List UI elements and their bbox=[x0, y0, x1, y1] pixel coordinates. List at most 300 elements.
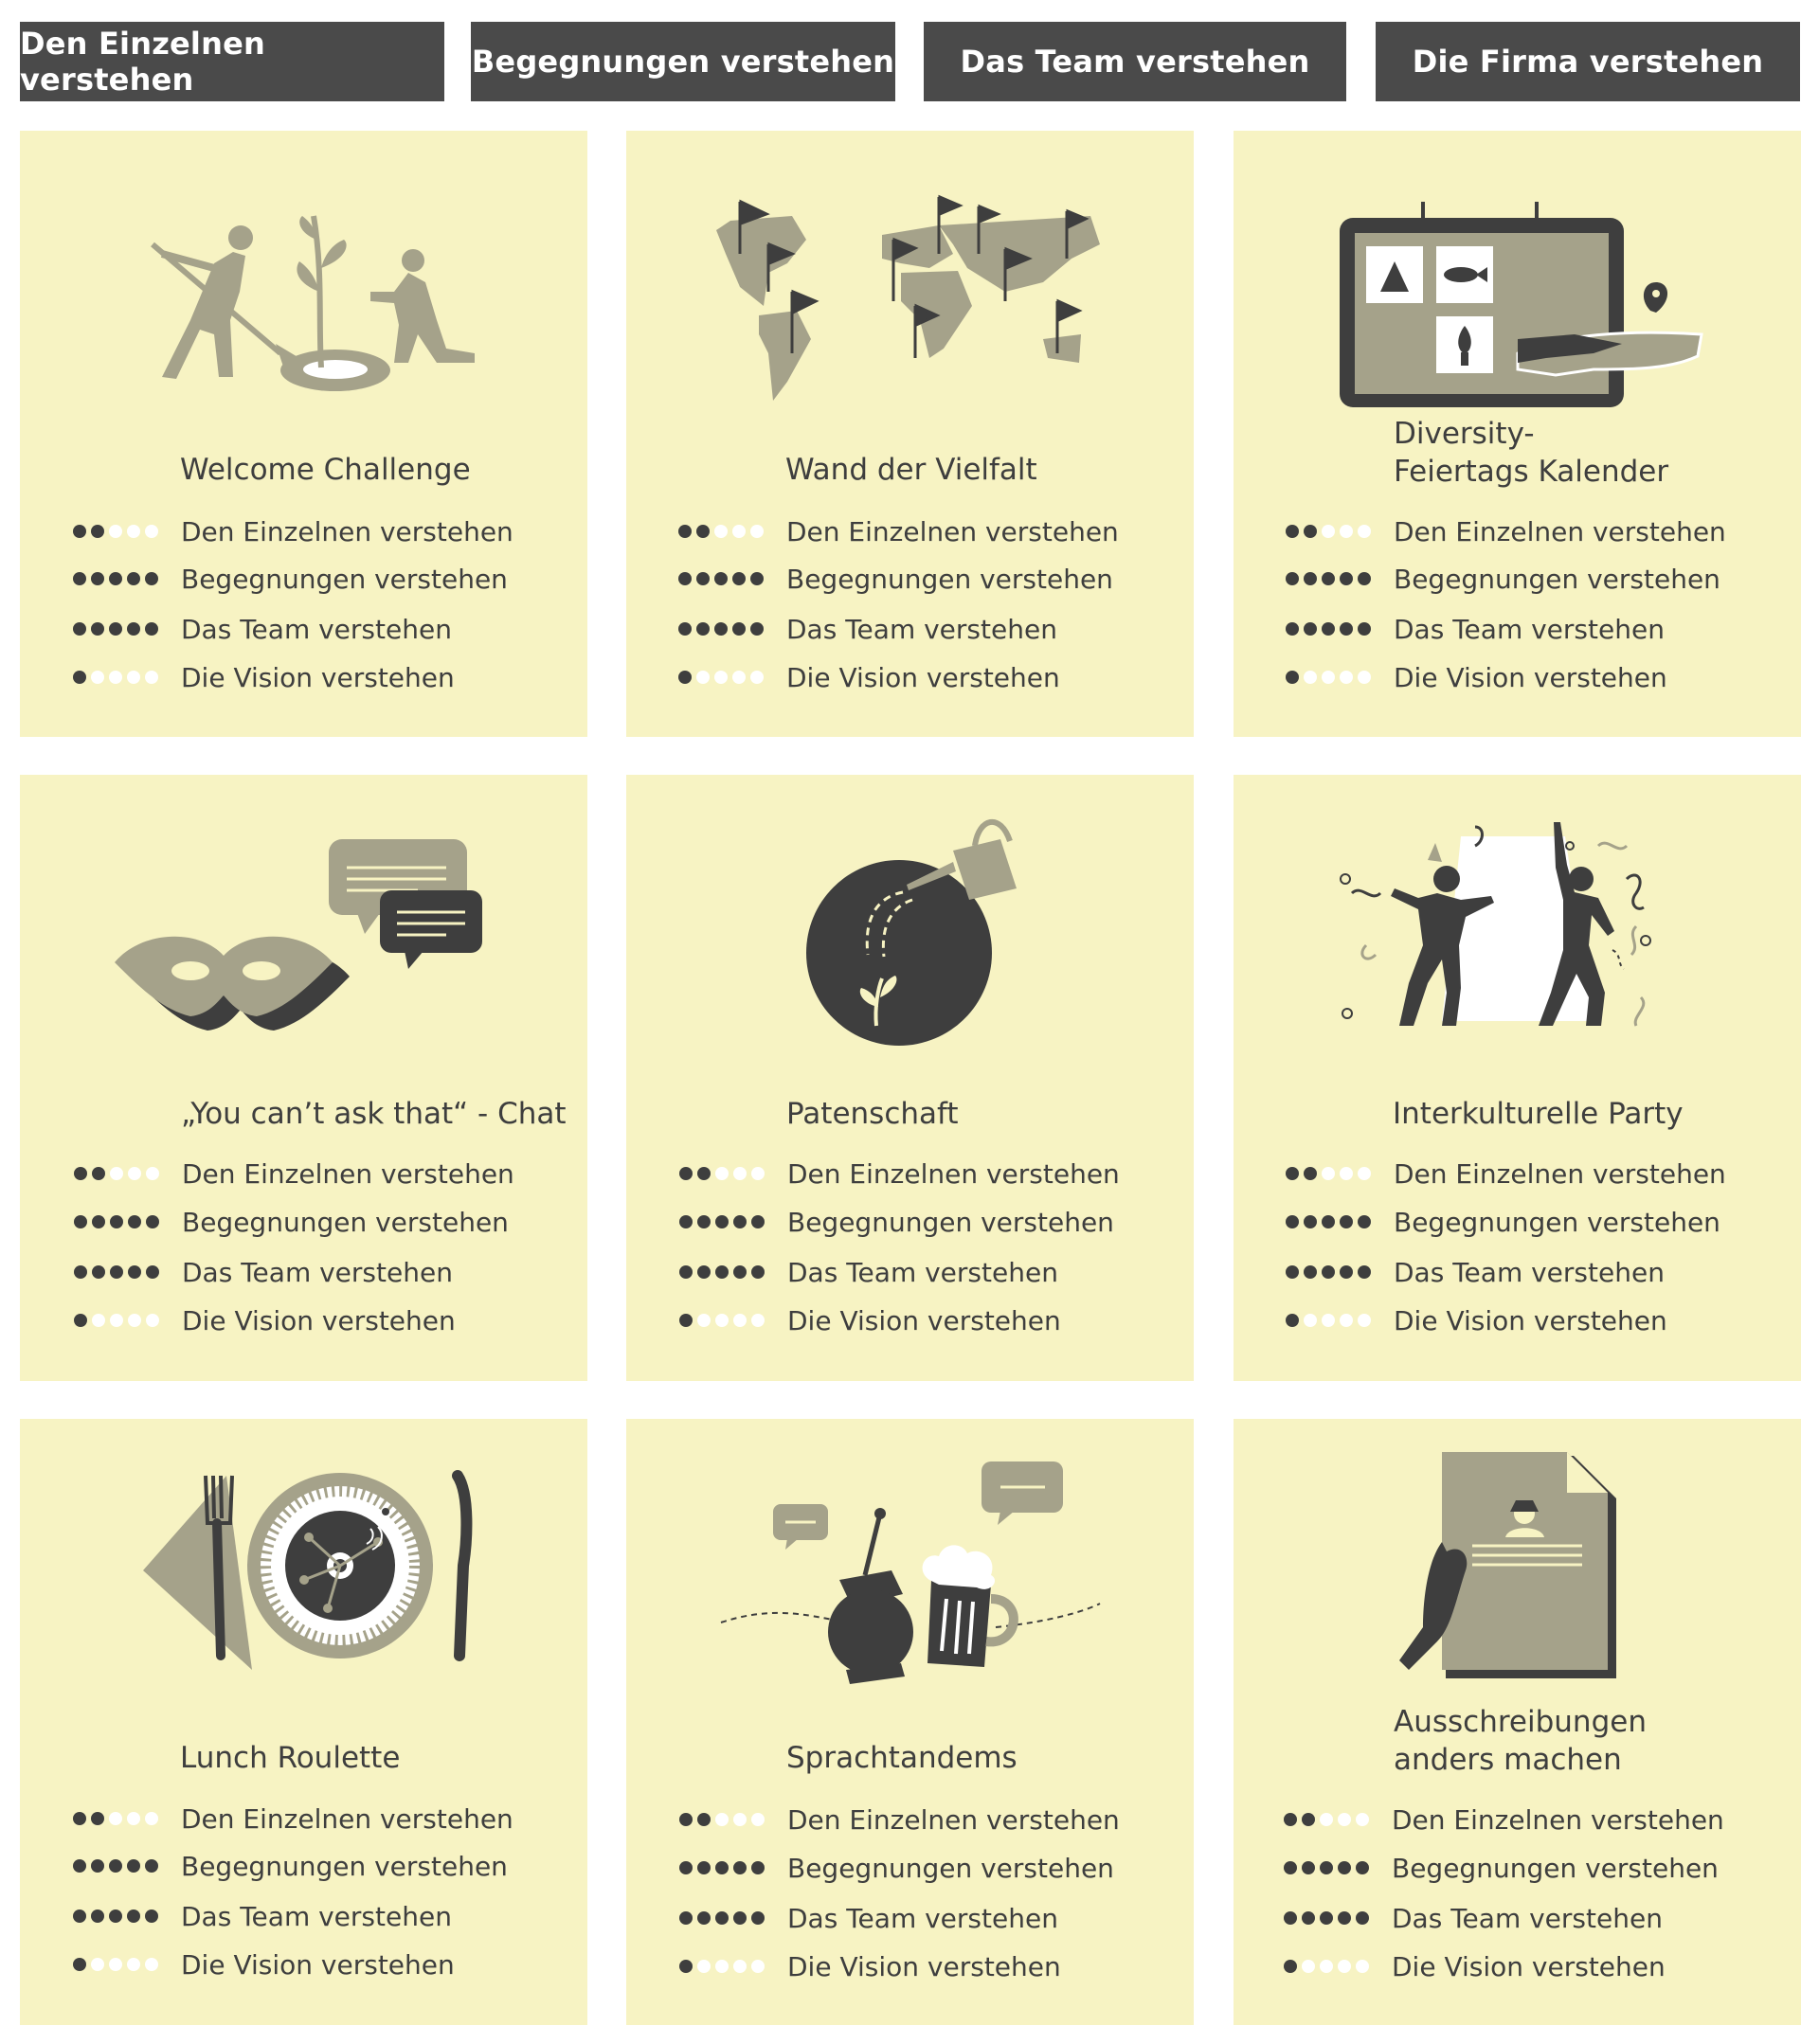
card-lunch-roulette[interactable] bbox=[20, 1419, 587, 2025]
rating-dot bbox=[1358, 671, 1371, 684]
rating-dot bbox=[1304, 1167, 1317, 1180]
metric-label: Die Vision verstehen bbox=[181, 1949, 455, 1981]
rating-dots bbox=[1286, 1314, 1377, 1329]
rating-dot bbox=[74, 1215, 87, 1228]
metric-label: Das Team verstehen bbox=[1394, 1257, 1665, 1288]
rating-dot bbox=[1286, 1265, 1299, 1279]
rating-dots bbox=[1286, 1265, 1377, 1281]
rating-dot bbox=[146, 1215, 159, 1228]
rating-dots bbox=[1286, 525, 1377, 540]
rating-dot bbox=[732, 525, 746, 538]
metric-label: Den Einzelnen verstehen bbox=[787, 1804, 1120, 1836]
rating-dot bbox=[146, 1314, 159, 1327]
metric-label: Begegnungen verstehen bbox=[1394, 1207, 1720, 1238]
rating-dot bbox=[733, 1861, 747, 1874]
rating-dot bbox=[715, 1813, 729, 1826]
metric-row bbox=[1284, 1802, 1776, 1839]
rating-dots bbox=[73, 622, 164, 637]
rating-dot bbox=[750, 525, 764, 538]
metric-row bbox=[73, 1946, 566, 1984]
rating-dot bbox=[1286, 1167, 1299, 1180]
metric-row bbox=[73, 513, 566, 551]
rating-dot bbox=[678, 622, 692, 636]
rating-dot bbox=[145, 1812, 158, 1825]
metric-row bbox=[73, 561, 566, 599]
rating-dot bbox=[1302, 1861, 1315, 1874]
metric-row bbox=[73, 1848, 566, 1886]
rating-dot bbox=[679, 1265, 693, 1279]
rating-dot bbox=[1356, 1861, 1369, 1874]
rating-dot bbox=[1304, 525, 1317, 538]
rating-dot bbox=[1356, 1911, 1369, 1925]
rating-dot bbox=[1340, 1265, 1353, 1279]
mask-chat-icon bbox=[20, 794, 587, 1078]
rating-dots bbox=[73, 572, 164, 587]
metric-label: Den Einzelnen verstehen bbox=[181, 516, 513, 547]
rating-dot bbox=[128, 1215, 141, 1228]
tab-die-firma[interactable] bbox=[1376, 22, 1800, 101]
rating-dot bbox=[733, 1215, 747, 1228]
metric-row bbox=[74, 1254, 567, 1292]
rating-dots bbox=[73, 1859, 164, 1874]
metric-row bbox=[1286, 561, 1778, 599]
tab-label: Die Firma verstehen bbox=[1412, 44, 1764, 80]
rating-dots bbox=[1286, 1215, 1377, 1230]
rating-dot bbox=[1302, 1911, 1315, 1925]
rating-dot bbox=[127, 1859, 140, 1873]
metric-label: Den Einzelnen verstehen bbox=[787, 1158, 1120, 1190]
metric-label: Das Team verstehen bbox=[1392, 1903, 1663, 1934]
metric-row bbox=[1286, 611, 1778, 649]
rating-dots bbox=[679, 1314, 770, 1329]
card-patenschaft[interactable] bbox=[626, 775, 1194, 1381]
metric-row bbox=[1286, 1156, 1778, 1193]
rating-dot bbox=[145, 622, 158, 636]
rating-dot bbox=[91, 622, 104, 636]
rating-dot bbox=[1338, 1813, 1351, 1826]
metric-row bbox=[679, 1302, 1172, 1340]
rating-dot bbox=[1304, 1265, 1317, 1279]
rating-dot bbox=[1304, 1314, 1317, 1327]
rating-dots bbox=[74, 1265, 165, 1281]
rating-dot bbox=[1320, 1911, 1333, 1925]
metric-label: Das Team verstehen bbox=[181, 1901, 452, 1932]
rating-dot bbox=[751, 1167, 765, 1180]
rating-dot bbox=[1340, 1167, 1353, 1180]
card-welcome-challenge[interactable] bbox=[20, 131, 587, 737]
rating-dot bbox=[751, 1813, 765, 1826]
rating-dots bbox=[678, 525, 769, 540]
metric-label: Begegnungen verstehen bbox=[786, 564, 1113, 595]
rating-dot bbox=[750, 572, 764, 585]
rating-dot bbox=[73, 1958, 86, 1971]
rating-dot bbox=[751, 1861, 765, 1874]
rating-dot bbox=[697, 1960, 711, 1973]
metric-row bbox=[679, 1948, 1172, 1986]
metric-row bbox=[679, 1900, 1172, 1938]
metric-label: Begegnungen verstehen bbox=[181, 1851, 508, 1882]
rating-dot bbox=[74, 1314, 87, 1327]
rating-dot bbox=[1284, 1813, 1297, 1826]
rating-dot bbox=[1340, 671, 1353, 684]
rating-dot bbox=[110, 1215, 123, 1228]
rating-dots bbox=[73, 1812, 164, 1827]
rating-dot bbox=[73, 572, 86, 585]
tab-label: Das Team verstehen bbox=[960, 44, 1310, 80]
rating-dot bbox=[696, 622, 710, 636]
rating-dot bbox=[1304, 572, 1317, 585]
rating-dot bbox=[1322, 671, 1335, 684]
rating-dot bbox=[91, 572, 104, 585]
rating-dot bbox=[1320, 1813, 1333, 1826]
tab-das-team[interactable] bbox=[924, 22, 1346, 101]
card-title: Lunch Roulette bbox=[180, 1741, 401, 1775]
rating-dot bbox=[1286, 671, 1299, 684]
metric-label: Die Vision verstehen bbox=[181, 662, 455, 693]
rating-dot bbox=[715, 1911, 729, 1925]
rating-dot bbox=[696, 525, 710, 538]
roulette-plate-icon bbox=[20, 1438, 587, 1722]
metric-label: Das Team verstehen bbox=[181, 614, 452, 645]
rating-dot bbox=[679, 1314, 693, 1327]
rating-dot bbox=[1304, 1215, 1317, 1228]
rating-dot bbox=[1322, 1215, 1335, 1228]
rating-dots bbox=[73, 671, 164, 686]
rating-dot bbox=[73, 525, 86, 538]
metric-row bbox=[679, 1802, 1172, 1839]
rating-dot bbox=[1286, 572, 1299, 585]
rating-dot bbox=[127, 671, 140, 684]
rating-dot bbox=[733, 1265, 747, 1279]
rating-dots bbox=[73, 525, 164, 540]
rating-dots bbox=[1286, 671, 1377, 686]
rating-dot bbox=[696, 572, 710, 585]
rating-dot bbox=[109, 572, 122, 585]
rating-dot bbox=[74, 1167, 87, 1180]
rating-dot bbox=[92, 1167, 105, 1180]
rating-dot bbox=[1356, 1813, 1369, 1826]
rating-dots bbox=[679, 1911, 770, 1927]
rating-dot bbox=[1286, 525, 1299, 538]
rating-dot bbox=[127, 1910, 140, 1923]
rating-dot bbox=[1284, 1861, 1297, 1874]
rating-dot bbox=[109, 525, 122, 538]
metric-label: Das Team verstehen bbox=[787, 1903, 1058, 1934]
metric-row bbox=[678, 561, 1171, 599]
rating-dot bbox=[1358, 622, 1371, 636]
rating-dot bbox=[1322, 1265, 1335, 1279]
world-map-flags-icon bbox=[626, 150, 1194, 434]
rating-dots bbox=[679, 1167, 770, 1182]
rating-dot bbox=[145, 1958, 158, 1971]
rating-dot bbox=[733, 1960, 747, 1973]
card-sprachtandems[interactable] bbox=[626, 1419, 1194, 2025]
rating-dot bbox=[697, 1314, 711, 1327]
rating-dot bbox=[127, 1958, 140, 1971]
rating-dot bbox=[697, 1861, 711, 1874]
rating-dots bbox=[1284, 1813, 1375, 1828]
rating-dots bbox=[679, 1861, 770, 1876]
tab-label: Begegnungen verstehen bbox=[471, 44, 895, 80]
rating-dot bbox=[1358, 1314, 1371, 1327]
rating-dot bbox=[109, 1910, 122, 1923]
card-interkulturelle-party[interactable] bbox=[1234, 775, 1801, 1381]
rating-dot bbox=[127, 1812, 140, 1825]
rating-dot bbox=[733, 1813, 747, 1826]
rating-dot bbox=[1358, 525, 1371, 538]
rating-dot bbox=[697, 1167, 711, 1180]
metric-label: Das Team verstehen bbox=[786, 614, 1057, 645]
rating-dot bbox=[1340, 572, 1353, 585]
metric-row bbox=[679, 1156, 1172, 1193]
rating-dot bbox=[109, 1812, 122, 1825]
rating-dot bbox=[715, 1167, 729, 1180]
rating-dot bbox=[110, 1314, 123, 1327]
metric-row bbox=[1286, 1204, 1778, 1242]
rating-dot bbox=[1284, 1911, 1297, 1925]
rating-dot bbox=[750, 622, 764, 636]
card-diversity-feiertags-kalender[interactable] bbox=[1234, 131, 1801, 737]
rating-dots bbox=[679, 1215, 770, 1230]
rating-dot bbox=[127, 572, 140, 585]
rating-dot bbox=[1338, 1911, 1351, 1925]
rating-dot bbox=[74, 1265, 87, 1279]
metric-row bbox=[73, 1801, 566, 1838]
rating-dot bbox=[697, 1265, 711, 1279]
metric-label: Die Vision verstehen bbox=[182, 1305, 456, 1336]
metric-label: Begegnungen verstehen bbox=[182, 1207, 509, 1238]
card-wand-der-vielfalt[interactable] bbox=[626, 131, 1194, 737]
tab-label: Den Einzelnen verstehen bbox=[20, 26, 265, 98]
rating-dot bbox=[679, 1813, 693, 1826]
rating-dots bbox=[74, 1167, 165, 1182]
metric-label: Den Einzelnen verstehen bbox=[1392, 1804, 1724, 1836]
rating-dot bbox=[110, 1265, 123, 1279]
metric-label: Die Vision verstehen bbox=[786, 662, 1060, 693]
rating-dot bbox=[1320, 1960, 1333, 1973]
rating-dot bbox=[751, 1960, 765, 1973]
rating-dot bbox=[91, 1812, 104, 1825]
rating-dot bbox=[1340, 525, 1353, 538]
rating-dot bbox=[145, 525, 158, 538]
rating-dot bbox=[145, 671, 158, 684]
rating-dot bbox=[1304, 671, 1317, 684]
rating-dot bbox=[91, 671, 104, 684]
rating-dots bbox=[1284, 1911, 1375, 1927]
rating-dots bbox=[1286, 572, 1377, 587]
rating-dot bbox=[679, 1960, 693, 1973]
rating-dot bbox=[733, 1911, 747, 1925]
metric-row bbox=[73, 611, 566, 649]
rating-dots bbox=[679, 1813, 770, 1828]
rating-dot bbox=[1358, 572, 1371, 585]
rating-dot bbox=[1322, 1167, 1335, 1180]
rating-dot bbox=[1286, 1215, 1299, 1228]
rating-dot bbox=[715, 1265, 729, 1279]
rating-dot bbox=[128, 1167, 141, 1180]
metric-row bbox=[74, 1156, 567, 1193]
card-title: Sprachtandems bbox=[786, 1741, 1018, 1775]
metric-label: Begegnungen verstehen bbox=[787, 1207, 1114, 1238]
rating-dot bbox=[1320, 1861, 1333, 1874]
tab-den-einzelnen[interactable] bbox=[20, 22, 444, 101]
rating-dots bbox=[1284, 1861, 1375, 1876]
rating-dot bbox=[91, 1958, 104, 1971]
rating-dot bbox=[91, 1859, 104, 1873]
watering-can-plant-icon bbox=[626, 794, 1194, 1078]
rating-dot bbox=[146, 1167, 159, 1180]
rating-dot bbox=[714, 572, 728, 585]
metric-label: Die Vision verstehen bbox=[787, 1305, 1061, 1336]
rating-dot bbox=[127, 525, 140, 538]
rating-dots bbox=[678, 671, 769, 686]
rating-dot bbox=[73, 671, 86, 684]
card-title: Wand der Vielfalt bbox=[785, 453, 1037, 487]
rating-dot bbox=[1340, 1314, 1353, 1327]
metric-row bbox=[74, 1302, 567, 1340]
rating-dot bbox=[92, 1215, 105, 1228]
rating-dot bbox=[73, 622, 86, 636]
metric-row bbox=[1286, 1302, 1778, 1340]
metric-row bbox=[74, 1204, 567, 1242]
rating-dots bbox=[74, 1314, 165, 1329]
rating-dot bbox=[715, 1215, 729, 1228]
metric-row bbox=[1284, 1850, 1776, 1888]
rating-dot bbox=[109, 1958, 122, 1971]
metric-row bbox=[678, 659, 1171, 697]
rating-dot bbox=[714, 525, 728, 538]
metric-row bbox=[679, 1254, 1172, 1292]
card-title: Interkulturelle Party bbox=[1393, 1097, 1684, 1131]
rating-dot bbox=[91, 525, 104, 538]
metric-row bbox=[73, 1898, 566, 1936]
rating-dots bbox=[1286, 622, 1377, 637]
metric-label: Den Einzelnen verstehen bbox=[181, 1803, 513, 1835]
rating-dot bbox=[1284, 1960, 1297, 1973]
rating-dot bbox=[109, 622, 122, 636]
rating-dot bbox=[1338, 1960, 1351, 1973]
rating-dot bbox=[145, 1910, 158, 1923]
rating-dot bbox=[732, 671, 746, 684]
rating-dot bbox=[697, 1813, 711, 1826]
rating-dots bbox=[73, 1958, 164, 1973]
metric-label: Den Einzelnen verstehen bbox=[786, 516, 1119, 547]
rating-dots bbox=[1286, 1167, 1377, 1182]
rating-dot bbox=[1338, 1861, 1351, 1874]
rating-dot bbox=[109, 671, 122, 684]
metric-row bbox=[679, 1850, 1172, 1888]
calendar-board-icon bbox=[1234, 150, 1801, 434]
card-you-cant-ask-that-chat[interactable] bbox=[20, 775, 587, 1381]
rating-dot bbox=[678, 671, 692, 684]
rating-dot bbox=[127, 622, 140, 636]
rating-dot bbox=[92, 1265, 105, 1279]
rating-dot bbox=[73, 1812, 86, 1825]
rating-dots bbox=[74, 1215, 165, 1230]
rating-dot bbox=[751, 1265, 765, 1279]
rating-dot bbox=[1356, 1960, 1369, 1973]
metric-label: Die Vision verstehen bbox=[1392, 1951, 1666, 1982]
rating-dot bbox=[751, 1314, 765, 1327]
rating-dot bbox=[73, 1859, 86, 1873]
metric-row bbox=[678, 611, 1171, 649]
card-title: Ausschreibungen anders machen bbox=[1394, 1705, 1647, 1777]
card-title: Diversity- Feiertags Kalender bbox=[1394, 417, 1669, 489]
card-ausschreibungen-anders-machen[interactable] bbox=[1234, 1419, 1801, 2025]
rating-dot bbox=[714, 671, 728, 684]
rating-dot bbox=[715, 1314, 729, 1327]
rating-dot bbox=[733, 1314, 747, 1327]
rating-dots bbox=[73, 1910, 164, 1925]
card-title: Welcome Challenge bbox=[180, 453, 471, 487]
rating-dot bbox=[1302, 1813, 1315, 1826]
metric-row bbox=[679, 1204, 1172, 1242]
rating-dot bbox=[128, 1314, 141, 1327]
rating-dot bbox=[679, 1167, 693, 1180]
metric-label: Begegnungen verstehen bbox=[181, 564, 508, 595]
rating-dot bbox=[145, 1859, 158, 1873]
rating-dots bbox=[678, 572, 769, 587]
rating-dot bbox=[732, 572, 746, 585]
metric-row bbox=[1284, 1948, 1776, 1986]
job-posting-document-icon bbox=[1234, 1438, 1801, 1722]
rating-dot bbox=[715, 1861, 729, 1874]
rating-dot bbox=[751, 1215, 765, 1228]
rating-dot bbox=[145, 572, 158, 585]
card-title: Patenschaft bbox=[786, 1097, 959, 1131]
metric-label: Den Einzelnen verstehen bbox=[1394, 516, 1726, 547]
filter-tabs bbox=[0, 0, 1819, 114]
metric-label: Die Vision verstehen bbox=[1394, 662, 1667, 693]
rating-dot bbox=[697, 1911, 711, 1925]
metric-row bbox=[678, 513, 1171, 551]
metric-row bbox=[1286, 659, 1778, 697]
rating-dot bbox=[678, 572, 692, 585]
rating-dot bbox=[679, 1861, 693, 1874]
rating-dot bbox=[1286, 622, 1299, 636]
metric-row bbox=[73, 659, 566, 697]
rating-dot bbox=[1358, 1265, 1371, 1279]
rating-dot bbox=[697, 1215, 711, 1228]
card-title: „You can’t ask that“ - Chat bbox=[181, 1097, 567, 1131]
metric-label: Das Team verstehen bbox=[787, 1257, 1058, 1288]
rating-dot bbox=[1286, 1314, 1299, 1327]
metric-row bbox=[1284, 1900, 1776, 1938]
rating-dot bbox=[714, 622, 728, 636]
metric-label: Begegnungen verstehen bbox=[787, 1853, 1114, 1884]
rating-dot bbox=[1302, 1960, 1315, 1973]
rating-dot bbox=[679, 1911, 693, 1925]
rating-dot bbox=[1322, 622, 1335, 636]
tab-begegnungen[interactable] bbox=[471, 22, 895, 101]
metric-row bbox=[1286, 513, 1778, 551]
dancing-people-icon bbox=[1234, 794, 1801, 1078]
rating-dot bbox=[1322, 572, 1335, 585]
rating-dot bbox=[1322, 525, 1335, 538]
metric-label: Begegnungen verstehen bbox=[1394, 564, 1720, 595]
metric-label: Das Team verstehen bbox=[182, 1257, 453, 1288]
rating-dot bbox=[733, 1167, 747, 1180]
metric-label: Den Einzelnen verstehen bbox=[182, 1158, 514, 1190]
rating-dots bbox=[679, 1960, 770, 1975]
rating-dot bbox=[110, 1167, 123, 1180]
rating-dot bbox=[1340, 622, 1353, 636]
metric-label: Das Team verstehen bbox=[1394, 614, 1665, 645]
rating-dot bbox=[1304, 622, 1317, 636]
rating-dot bbox=[146, 1265, 159, 1279]
rating-dot bbox=[1322, 1314, 1335, 1327]
rating-dots bbox=[1284, 1960, 1375, 1975]
